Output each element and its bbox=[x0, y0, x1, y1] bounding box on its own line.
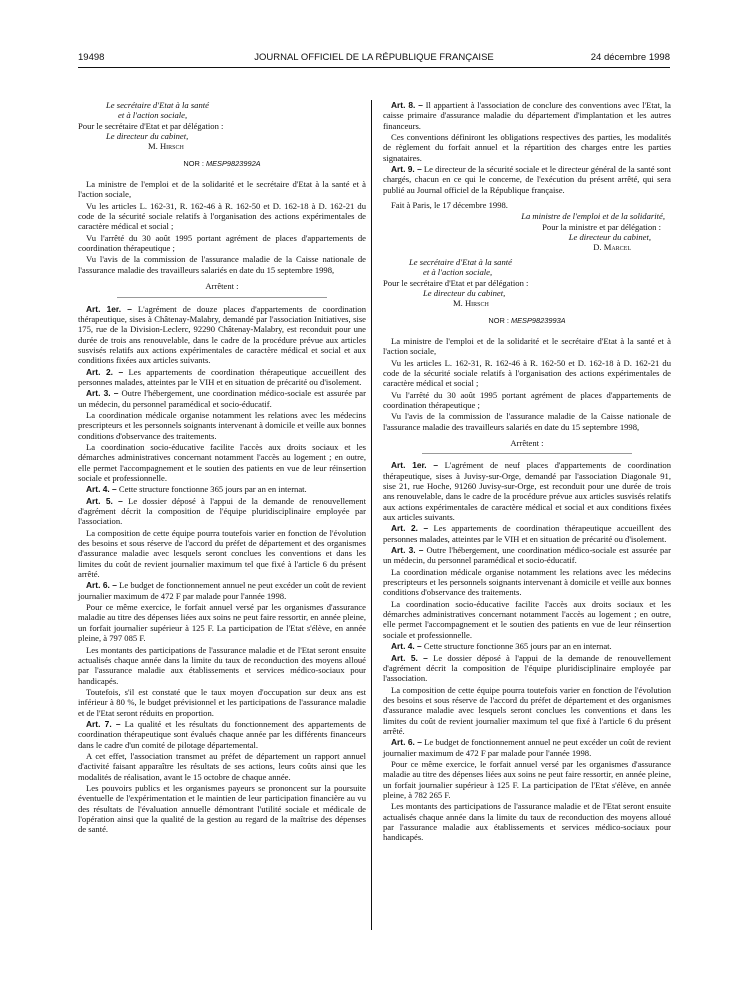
article-label: Art. 1er. – bbox=[86, 303, 132, 314]
arrete-heading: Arrêtent : bbox=[510, 437, 544, 448]
article-paragraph bbox=[383, 460, 671, 522]
article-text: L'agrément de douze places d'appartements de coordination thérapeutique, sises à Châtenay-Malabry, demandé par l'association Initiatives, sise 175, rue de la Division-Leclerc, 92290 Châtenay-Malabry, est reconduit pour une durée de trois ans renouvelable, dans le cadre de la procédure prévue aux articles susvisés relatifs aux actions expérimentales de caractère médical et social et aux conditions fixées aux articles suivants. bbox=[78, 303, 366, 366]
article-label: Art. 3. – bbox=[86, 388, 119, 399]
signature-line: Le secrétaire d'Etat à la santé bbox=[409, 256, 512, 267]
article-paragraph: La coordination socio-éducative facilite l'accès aux droits sociaux et les démarches administratives concernant notamment l'accès au logement ; en outre, elle permet l'accompagnement et le soutien des patients en vue de leur réinsertion sociale et professionnelle. bbox=[78, 441, 366, 483]
article-paragraph bbox=[383, 545, 671, 566]
signature-name: D. Marcel bbox=[593, 242, 631, 253]
article-paragraph: La composition de cette équipe pourra toutefois varier en fonction de l'évolution des besoins et sous réserve de l'accord du préfet de département et des organismes d'assurance maladie avec lesquels seront conclues les conventions et dans les limites du coût de revient journalier maximum tel que fixé à l'article 6 du présent arrêté. bbox=[78, 527, 366, 580]
article-paragraph bbox=[383, 653, 671, 684]
article-text: Cette structure fonctionne 365 jours par an en internat. bbox=[118, 484, 307, 495]
article-paragraph bbox=[78, 484, 366, 494]
right-column bbox=[383, 100, 671, 844]
signature-line: Le directeur du cabinet, bbox=[423, 287, 506, 298]
signature-line: et à l'action sociale, bbox=[118, 110, 188, 121]
article-paragraph bbox=[78, 719, 366, 750]
article-paragraph bbox=[383, 523, 671, 544]
nor-label: NOR : bbox=[183, 158, 206, 168]
article-label: Art. 2. – bbox=[86, 366, 124, 377]
article-label: Art. 5. – bbox=[391, 652, 428, 663]
preamble bbox=[78, 179, 366, 275]
arrete-heading: Arrêtent : bbox=[205, 281, 239, 292]
nor-code: MESP9823993A bbox=[510, 315, 566, 325]
article-paragraph bbox=[383, 641, 671, 651]
signature-line: Le secrétaire d'Etat à la santé bbox=[106, 100, 209, 110]
nor-label: NOR : bbox=[488, 315, 511, 325]
article-text: Outre l'hébergement, une coordination médico-sociale est assurée par un médecin, du personnel paramédical et socio-éducatif. bbox=[78, 388, 366, 409]
signature-line: et à l'action sociale, bbox=[423, 267, 493, 278]
articles-continued bbox=[383, 100, 671, 195]
preamble-paragraph: Vu les articles L. 162-31, R. 162-46 à R. 162-50 et D. 162-18 à D. 162-21 du code de la sécurité sociale relatifs à l'organisation des actions expérimentales de caractère médical et social ; bbox=[78, 200, 366, 232]
nor-code: MESP9823992A bbox=[205, 158, 261, 168]
article-paragraph: La coordination socio-éducative facilite l'accès aux droits sociaux et les démarches administratives concernant notamment l'accès au logement ; en outre, elle permet l'accompagnement et le soutien des patients en vue de leur réinsertion sociale et professionnelle. bbox=[383, 598, 671, 640]
signature-line: Pour le secrétaire d'Etat et par délégation : bbox=[78, 120, 224, 131]
article-text: Le budget de fonctionnement annuel ne peut excéder un coût de revient journalier maximum de 472 F par malade pour l'année 1998. bbox=[78, 580, 366, 601]
article-text: La qualité et les résultats du fonctionnement des appartements de coordination thérapeutique sont évalués chaque année par les différents financeurs dans le cadre d'un comité de pilotage départemental. bbox=[78, 718, 366, 750]
article-text: Outre l'hébergement, une coordination médico-sociale est assurée par un médecin, du personnel paramédical et socio-éducatif. bbox=[383, 545, 671, 566]
article-label: Art. 4. – bbox=[391, 641, 422, 652]
article-paragraph: Pour ce même exercice, le forfait annuel versé par les organismes d'assurance maladie au titre des dépenses liées aux soins ne peut faire ressortir, en année pleine, un forfait journalier supérieur à 125 F. La participation de l'Etat s'élève, en année pleine, à 782 265 F. bbox=[383, 758, 671, 800]
signature-block-secretaire bbox=[383, 257, 671, 309]
article-text: Cette structure fonctionne 365 jours par an en internat. bbox=[423, 641, 612, 652]
separator bbox=[422, 453, 632, 454]
signature-line: Le directeur du cabinet, bbox=[568, 232, 651, 243]
articles bbox=[383, 460, 671, 842]
article-paragraph: Toutefois, s'il est constaté que le taux moyen d'occupation sur deux ans est inférieur à 80 %, le budget prévisionnel et les participations de l'assurance maladie et de l'Etat seront réduits en proportion. bbox=[78, 686, 366, 718]
page-number: 19498 bbox=[78, 52, 105, 63]
column-divider bbox=[371, 100, 372, 930]
preamble bbox=[383, 336, 671, 432]
preamble-paragraph: Vu les articles L. 162-31, R. 162-46 à R. 162-50 et D. 162-18 à D. 162-21 du code de la sécurité sociale relatifs à l'organisation des actions expérimentales de caractère médical et social ; bbox=[383, 357, 671, 389]
article-paragraph: A cet effet, l'association transmet au préfet de département un rapport annuel d'activité faisant apparaître les résultats de ses actions, leurs coûts ainsi que les modalités de réalisation, avant le 15 octobre de chaque année. bbox=[78, 750, 366, 782]
article-label: Art. 8. – bbox=[391, 100, 423, 110]
signature-name: M. Hirsch bbox=[148, 141, 184, 152]
signature-line: Pour la ministre et par délégation : bbox=[542, 221, 661, 232]
page-header bbox=[78, 52, 670, 66]
article-text: Il appartient à l'association de conclure des conventions avec l'Etat, la caisse primaire d'assurance maladie du département d'implantation et les autres financeurs. bbox=[383, 100, 671, 131]
article-paragraph bbox=[78, 496, 366, 527]
signature-line: La ministre de l'emploi et de la solidarité, bbox=[521, 211, 665, 222]
signature-line: Le directeur du cabinet, bbox=[106, 131, 189, 142]
article-text: Les appartements de coordination thérapeutique accueillent des personnes malades, atteintes par le VIH et en situation de précarité ou d'isolement. bbox=[383, 523, 671, 544]
preamble-paragraph: Vu l'arrêté du 30 août 1995 portant agrément de places d'appartements de coordination thérapeutique ; bbox=[78, 232, 366, 254]
issue-date: 24 décembre 1998 bbox=[590, 52, 670, 63]
signature-block bbox=[78, 100, 366, 152]
article-label: Art. 3. – bbox=[391, 545, 424, 556]
article-text: Le directeur de la sécurité sociale et le directeur général de la santé sont chargés, chacun en ce qui le concerne, de l'exécution du présent arrêté, qui sera publié au Journal officiel de la République française. bbox=[383, 164, 671, 195]
separator bbox=[117, 297, 327, 298]
article-paragraph: Les montants des participations de l'assurance maladie et de l'Etat seront ensuite actualisés chaque année dans la limite du taux de reconduction des moyens alloué par l'assurance maladie aux établissements et services médico-sociaux pour handicapés. bbox=[78, 644, 366, 686]
article-label: Art. 7. – bbox=[86, 718, 121, 729]
article-text: Le budget de fonctionnement annuel ne peut excéder un coût de revient journalier maximum de 472 F par malade pour l'année 1998. bbox=[383, 737, 671, 758]
article-paragraph: Ces conventions définiront les obligations respectives des parties, les modalités de règlement du forfait annuel et la répartition des charges entre les parties signataires. bbox=[383, 132, 671, 163]
header-rule bbox=[78, 67, 670, 68]
article-paragraph: Pour ce même exercice, le forfait annuel versé par les organismes d'assurance maladie au titre des dépenses liées aux soins ne peut faire ressortir, en année pleine, un forfait journalier supérieur à 125 F. La participation de l'Etat s'élève, en année pleine, à 797 085 F. bbox=[78, 602, 366, 644]
fait-line: Fait à Paris, le 17 décembre 1998. bbox=[391, 200, 508, 211]
nor-reference bbox=[78, 159, 366, 169]
article-paragraph: La coordination médicale organise notamment les relations avec les médecins prescripteurs et les personnels soignants intervenant à domicile et veille aux bonnes conditions d'observance des traitements. bbox=[383, 566, 671, 598]
article-text: L'agrément de neuf places d'appartements de coordination thérapeutique, sises à Juvisy-sur-Orge, demandé par l'association Diagonale 91, sise 21, rue Hoche, 91260 Juvisy-sur-Orge, est reconduit pour une durée de trois ans renouvelable, dans le cadre de la procédure prévue aux articles susvisés relatifs aux actions expérimentales de caractère médical et social et aux conditions fixées aux articles suivants. bbox=[383, 460, 671, 523]
article-paragraph: La coordination médicale organise notamment les relations avec les médecins prescripteurs et les personnels soignants intervenant à domicile et veille aux bonnes conditions d'observance des traitements. bbox=[78, 409, 366, 441]
article-paragraph bbox=[383, 100, 671, 131]
article-label: Art. 6. – bbox=[391, 737, 422, 748]
article-label: Art. 4. – bbox=[86, 484, 117, 495]
signature-line: Pour le secrétaire d'Etat et par délégation : bbox=[383, 277, 529, 288]
preamble-paragraph: La ministre de l'emploi et de la solidarité et le secrétaire d'Etat à la santé et à l'action sociale, bbox=[383, 335, 671, 357]
article-text: Le dossier déposé à l'appui de la demande de renouvellement d'agrément décrit la composition de l'équipe pluridisciplinaire employée par l'association. bbox=[78, 495, 366, 527]
signature-block-ministre bbox=[383, 211, 671, 252]
article-label: Art. 2. – bbox=[391, 523, 429, 534]
preamble-paragraph: La ministre de l'emploi et de la solidarité et le secrétaire d'Etat à la santé et à l'action sociale, bbox=[78, 179, 366, 200]
journal-title: JOURNAL OFFICIEL DE LA RÉPUBLIQUE FRANÇAISE bbox=[254, 52, 494, 63]
article-text: Le dossier déposé à l'appui de la demande de renouvellement d'agrément décrit la composition de l'équipe pluridisciplinaire employée par l'association. bbox=[383, 652, 671, 684]
article-text: Les appartements de coordination thérapeutique accueillent des personnes malades, atteintes par le VIH et en situation de précarité ou d'isolement. bbox=[78, 366, 366, 387]
article-paragraph bbox=[383, 164, 671, 195]
signature-name: M. Hirsch bbox=[453, 298, 489, 309]
article-paragraph: La composition de cette équipe pourra toutefois varier en fonction de l'évolution des besoins et sous réserve de l'accord du préfet de département et des organismes d'assurance maladie avec lesquels seront conclues les conventions et dans les limites du coût de revient journalier maximum tel que fixé à l'article 6 du présent arrêté. bbox=[383, 684, 671, 736]
preamble-paragraph: Vu l'avis de la commission de l'assurance maladie de la Caisse nationale de l'assurance maladie des travailleurs salariés en date du 15 septembre 1998, bbox=[78, 254, 366, 275]
article-paragraph bbox=[78, 367, 366, 388]
article-label: Art. 5. – bbox=[86, 495, 123, 506]
article-label: Art. 6. – bbox=[86, 580, 117, 591]
article-paragraph: Les pouvoirs publics et les organismes payeurs se prononcent sur la poursuite éventuelle de l'expérimentation et le maintien de leur participation financière au vu des résultats de l'évaluation annuelle démontrant l'utilité sociale et médicale de l'opération ainsi que la qualité de la gestion au regard de la maîtrise des dépenses de santé. bbox=[78, 782, 366, 835]
article-label: Art. 9. – bbox=[391, 164, 422, 175]
article-paragraph bbox=[78, 580, 366, 601]
article-paragraph bbox=[78, 304, 366, 366]
nor-reference bbox=[383, 316, 671, 326]
preamble-paragraph: Vu l'arrêté du 30 août 1995 portant agrément de places d'appartements de coordination thérapeutique ; bbox=[383, 389, 671, 410]
article-label: Art. 1er. – bbox=[391, 460, 439, 471]
left-column bbox=[78, 100, 366, 836]
article-paragraph bbox=[78, 388, 366, 409]
article-paragraph: Les montants des participations de l'assurance maladie et de l'Etat seront ensuite actualisés chaque année dans la limite du taux de reconduction des moyens alloué par l'assurance maladie aux établissements et services médico-sociaux pour handicapés. bbox=[383, 801, 671, 843]
article-paragraph bbox=[383, 737, 671, 758]
preamble-paragraph: Vu l'avis de la commission de l'assurance maladie de la Caisse nationale de l'assurance maladie des travailleurs salariés en date du 15 septembre 1998, bbox=[383, 411, 671, 432]
articles bbox=[78, 304, 366, 835]
